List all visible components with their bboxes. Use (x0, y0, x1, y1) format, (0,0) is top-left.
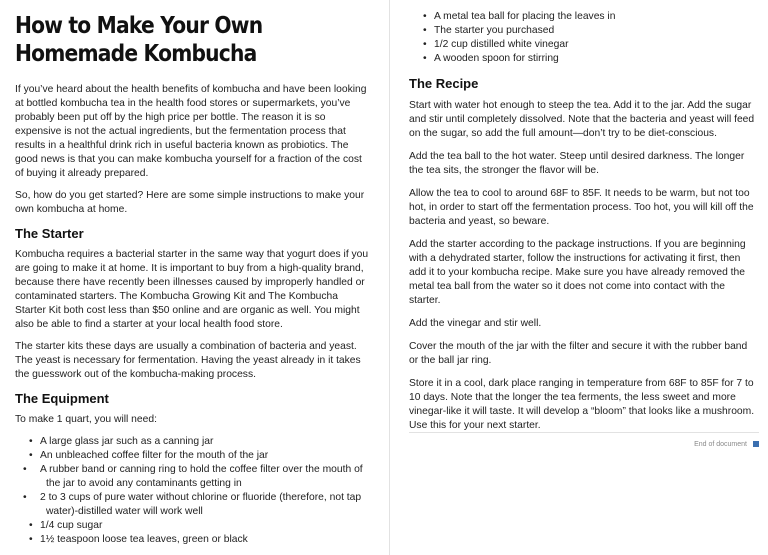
recipe-step-1: Start with water hot enough to steep the tea. Add it to the jar. Add the sugar and stir until completely dissolved. Note that the bacteria and yeast will feed on the sugar, so add the full amount—don’t try to be diet-conscious. (409, 100, 755, 139)
starter-heading: The Starter (15, 226, 84, 241)
recipe-step-5: Add the vinegar and stir well. (409, 318, 542, 329)
recipe-step-2: Add the tea ball to the hot water. Steep until desired darkness. The longer the tea sits, the stronger the flavor will be. (409, 151, 745, 176)
list-item: • An unbleached coffee filter for the mouth of the jar (15, 449, 370, 463)
end-of-document-label: End of document (694, 441, 747, 448)
recipe-step-6: Cover the mouth of the jar with the filter and secure it with the rubber band or the ball jar ring. (409, 341, 748, 366)
list-item: • 1/4 cup sugar (15, 519, 370, 533)
list-item: • 2 to 3 cups of pure water without chlorine or fluoride (therefore, not tap water)-distilled water will work well (15, 491, 370, 519)
right-column (409, 0, 759, 433)
list-item: • A rubber band or canning ring to hold the coffee filter over the mouth of the jar to avoid any contaminants getting in (15, 463, 370, 491)
column-divider (389, 0, 390, 555)
intro-paragraph-2: So, how do you get started? Here are some simple instructions to make your own kombucha at home. (15, 190, 365, 215)
list-item: • The starter you purchased (409, 24, 759, 38)
recipe-heading: The Recipe (409, 76, 479, 91)
list-item: • A metal tea ball for placing the leaves in (409, 10, 759, 24)
starter-paragraph-2: The starter kits these days are usually a combination of bacteria and yeast. The yeast is necessary for fermentation. Having the yeast already in it takes the guesswork out of the kombucha-making process. (15, 341, 361, 380)
left-column (15, 0, 370, 547)
starter-paragraph-1: Kombucha requires a bacterial starter in the same way that yogurt does if you are going to make it at home. It is important to buy from a high-quality brand, because there have recently been illnesses caused by improperly handled or contaminated starters. The Kombucha Growing Kit and The Kombucha Starter Kit both cost less than $50 online and are organic as well. You might also be able to find a starter at your local health food store. (15, 249, 369, 330)
list-item: • 1½ teaspoon loose tea leaves, green or black (15, 533, 370, 547)
page-title: How to Make Your Own Homemade Kombucha (15, 13, 263, 67)
equipment-list (15, 435, 370, 547)
equipment-lead: To make 1 quart, you will need: (15, 414, 157, 425)
end-square-icon (753, 441, 759, 447)
list-item: • 1/2 cup distilled white vinegar (409, 38, 759, 52)
list-item: • A wooden spoon for stirring (409, 52, 759, 66)
equipment-list-continued (409, 10, 759, 66)
intro-paragraph-1: If you’ve heard about the health benefits of kombucha and have been looking at bottled kombucha tea in the health food stores or supermarkets, you’ve probably been put off by the high price per bottle. The reason it is so expensive is not the actual ingredients, but the fermentation process that results in a healthful drink rich in useful bacteria known as probiotics. The good news is that you can make kombucha yourself for a fraction of the cost of buying it already prepared. (15, 84, 367, 179)
equipment-heading: The Equipment (15, 391, 109, 406)
end-of-document-marker (409, 432, 759, 448)
recipe-step-7: Store it in a cool, dark place ranging in temperature from 68F to 85F for 7 to 10 days. Note that the longer the tea ferments, the less sweet and more vinegar-like it will taste. It will develop a “bloom” that looks like a mushroom. Use this for your next starter. (409, 378, 755, 431)
recipe-step-4: Add the starter according to the package instructions. If you are beginning with a dehydrated starter, follow the instructions for activating it first, then add it to your kombucha recipe. Make sure you have already removed the metal tea ball from the water so it does not come into contact with the starter. (409, 239, 746, 306)
list-item: • A large glass jar such as a canning jar (15, 435, 370, 449)
recipe-step-3: Allow the tea to cool to around 68F to 85F. It needs to be warm, but not too hot, in order to start off the fermentation process. Too hot, you will kill off the bacteria and yeast, so beware. (409, 188, 754, 227)
